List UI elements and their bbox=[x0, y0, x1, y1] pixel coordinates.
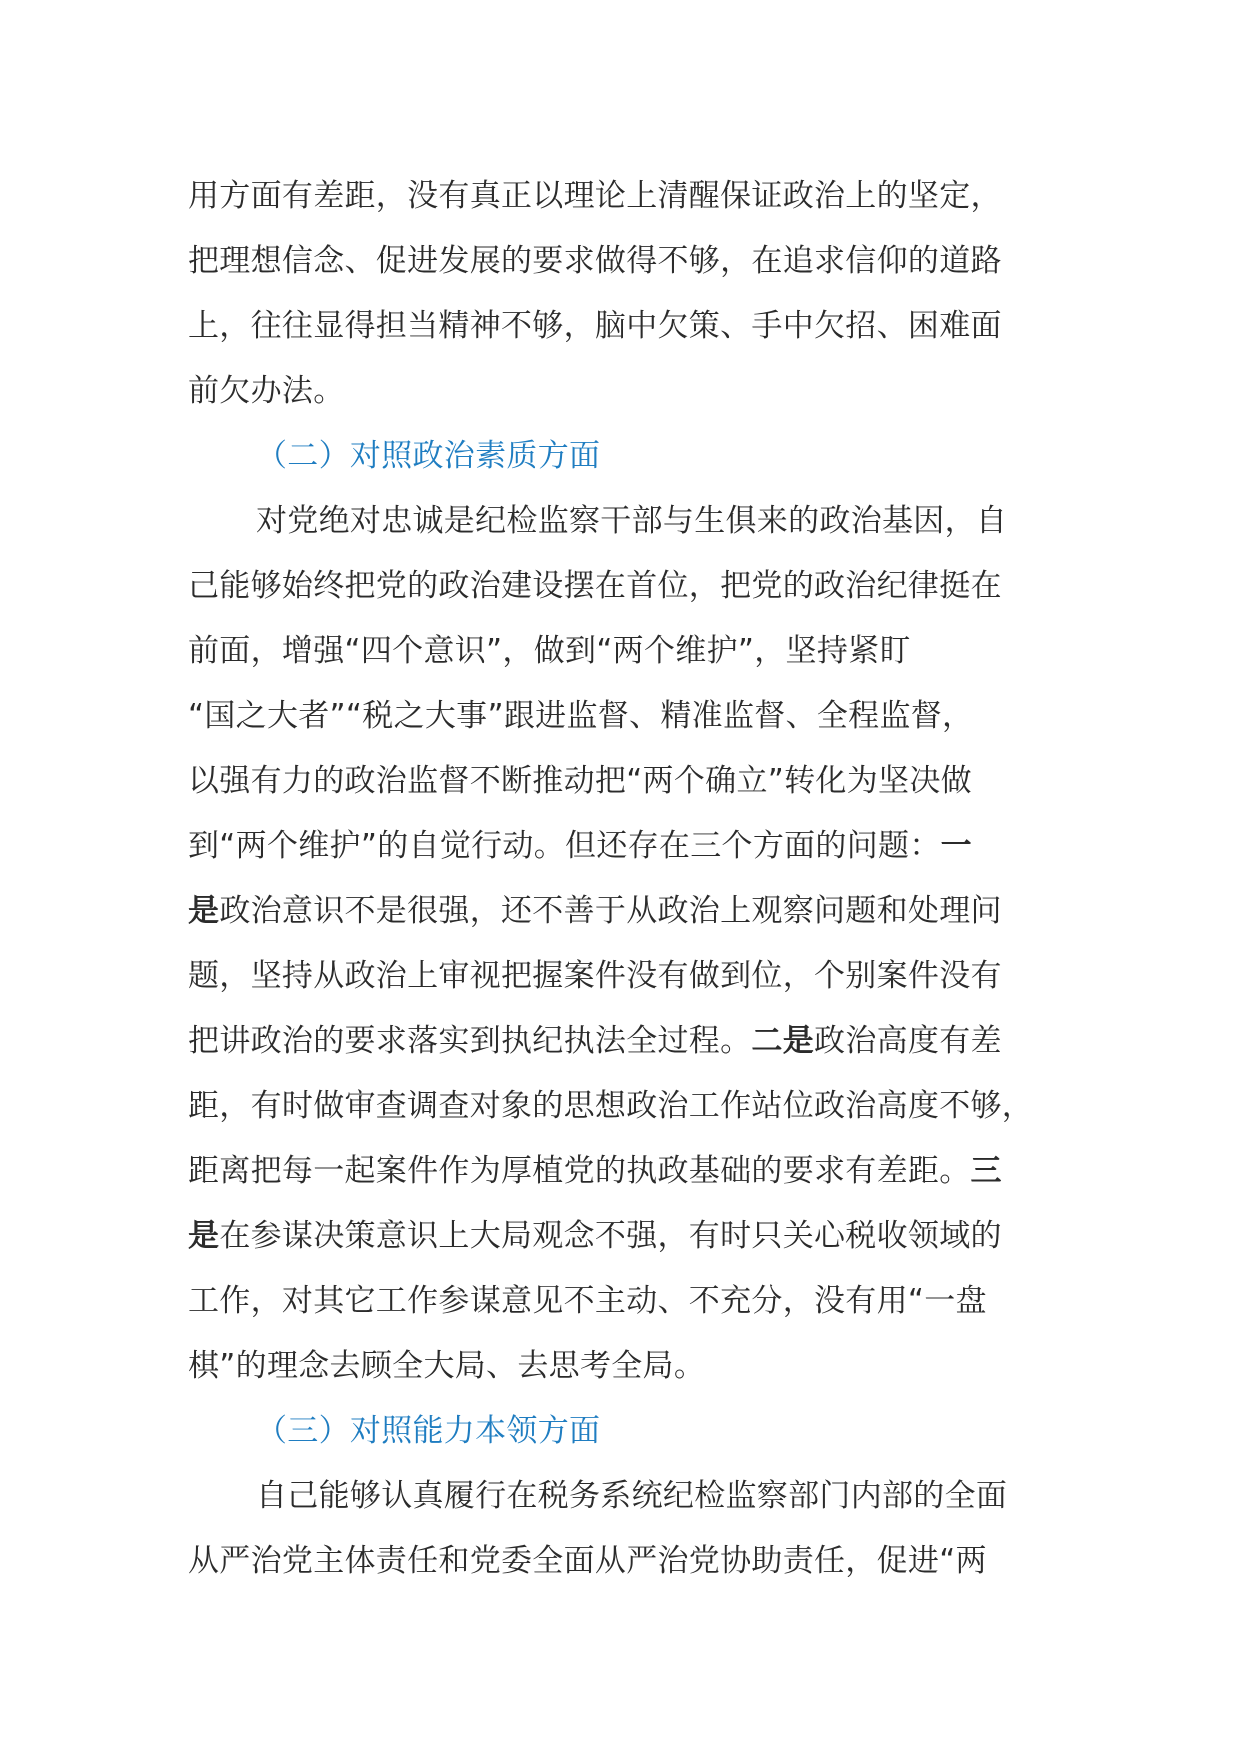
heading-text: （二）对照政治素质方面 bbox=[256, 438, 601, 474]
text-run: 距离把每一起案件作为厚植党的执政基础的要求有差距。 bbox=[188, 1153, 971, 1189]
text-run: 棋”的理念去顾全大局、去思考全局。 bbox=[188, 1348, 706, 1384]
paragraph-line bbox=[188, 164, 1048, 229]
text-run: 己能够始终把党的政治建设摆在首位，把党的政治纪律挺在 bbox=[188, 568, 1002, 604]
paragraph-line bbox=[188, 749, 1048, 814]
text-run: 在参谋决策意识上大局观念不强，有时只关心税收领域的 bbox=[219, 1218, 1002, 1254]
bold-text-run: 是 bbox=[188, 1218, 220, 1254]
paragraph-line bbox=[188, 1464, 1048, 1529]
heading-text: （三）对照能力本领方面 bbox=[256, 1413, 601, 1449]
text-run: 题，坚持从政治上审视把握案件没有做到位，个别案件没有 bbox=[188, 958, 1002, 994]
text-run: 距，有时做审查调查对象的思想政治工作站位政治高度不够， bbox=[188, 1088, 1034, 1124]
paragraph-line bbox=[188, 944, 1048, 1009]
body-text bbox=[188, 164, 1048, 1594]
paragraph-line bbox=[188, 1139, 1048, 1204]
text-run: 前面，增强“四个意识”，做到“两个维护”，坚持紧盯 bbox=[188, 633, 911, 669]
paragraph-line bbox=[188, 489, 1048, 554]
text-run: 政治高度有差 bbox=[814, 1023, 1002, 1059]
paragraph-line bbox=[188, 1529, 1048, 1594]
paragraph-line bbox=[188, 1009, 1048, 1074]
paragraph-line bbox=[188, 359, 1048, 424]
text-run: 把讲政治的要求落实到执纪执法全过程。 bbox=[188, 1023, 752, 1059]
paragraph-line bbox=[188, 684, 1048, 749]
text-run: 以强有力的政治监督不断推动把“两个确立”转化为坚决做 bbox=[188, 763, 972, 799]
section-heading-political-quality bbox=[188, 424, 1048, 489]
text-run: 工作，对其它工作参谋意见不主动、不充分，没有用“一盘 bbox=[188, 1283, 987, 1319]
paragraph-line bbox=[188, 294, 1048, 359]
text-run: 自己能够认真履行在税务系统纪检监察部门内部的全面 bbox=[256, 1478, 1008, 1514]
text-run: 对党绝对忠诚是纪检监察干部与生俱来的政治基因，自 bbox=[256, 503, 1008, 539]
paragraph-line bbox=[188, 1269, 1048, 1334]
text-run: 把理想信念、促进发展的要求做得不够，在追求信仰的道路 bbox=[188, 243, 1002, 279]
bold-text-run: 一 bbox=[940, 828, 972, 864]
text-run: 上，往往显得担当精神不够，脑中欠策、手中欠招、困难面 bbox=[188, 308, 1002, 344]
bold-text-run: 三 bbox=[970, 1153, 1002, 1189]
paragraph-line bbox=[188, 814, 1048, 879]
paragraph-line bbox=[188, 229, 1048, 294]
text-run: 从严治党主体责任和党委全面从严治党协助责任，促进“两 bbox=[188, 1543, 987, 1579]
paragraph-line bbox=[188, 1334, 1048, 1399]
text-run: 用方面有差距，没有真正以理论上清醒保证政治上的坚定， bbox=[188, 178, 1002, 214]
text-run: 到“两个维护”的自觉行动。但还存在三个方面的问题： bbox=[188, 828, 941, 864]
paragraph-line bbox=[188, 1204, 1048, 1269]
paragraph-line bbox=[188, 879, 1048, 944]
text-run: 前欠办法。 bbox=[188, 373, 345, 409]
paragraph-line bbox=[188, 554, 1048, 619]
paragraph-line bbox=[188, 1074, 1048, 1139]
paragraph-line bbox=[188, 619, 1048, 684]
section-heading-ability-skills bbox=[188, 1399, 1048, 1464]
bold-text-run: 是 bbox=[188, 893, 220, 929]
bold-text-run: 二是 bbox=[751, 1023, 815, 1059]
text-run: 政治意识不是很强，还不善于从政治上观察问题和处理问 bbox=[219, 893, 1002, 929]
text-run: “国之大者”“税之大事”跟进监督、精准监督、全程监督， bbox=[188, 698, 974, 734]
